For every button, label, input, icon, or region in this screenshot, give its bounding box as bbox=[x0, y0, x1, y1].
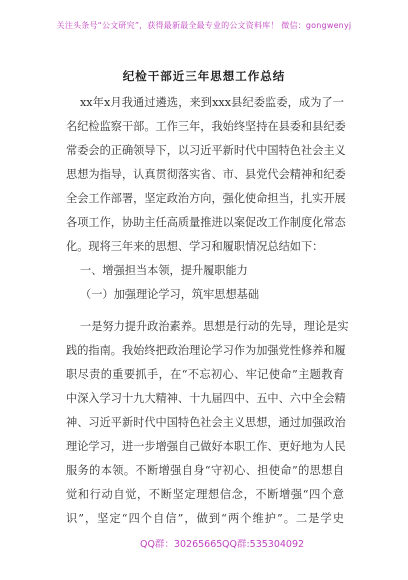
paragraph-line: 化。现将三年来的思想、学习和履职情况总结如下： bbox=[66, 240, 324, 253]
paragraph-line: 各项工作，协助主任高质量推进以案促改工作制度化常态 bbox=[66, 216, 346, 229]
footer-qq-group-2: QQ群:535304092 bbox=[222, 539, 305, 550]
paragraph-line: xx年x月我通过遴选，来到xxx县纪委监委，成为了一 bbox=[80, 96, 344, 109]
paragraph-line: 名纪检监察干部。工作三年，我始终坚持在县委和县纪委 bbox=[66, 120, 346, 133]
footer-qq-group-1: QQ群：30265665 bbox=[140, 539, 223, 550]
paragraph-line: 识”，坚定“四个自信”，做到“两个维护”。二是学史 bbox=[66, 512, 344, 525]
paragraph-line: 全会工作部署，坚定政治方向，强化使命担当，扎实开展 bbox=[66, 192, 346, 205]
paragraph-line: 服务的本领。不断增强自身“守初心、担使命”的思想自 bbox=[66, 464, 344, 477]
paragraph-line: 中深入学习十九大精神、十九届四中、五中、六中全会精 bbox=[66, 392, 346, 405]
paragraph-line: 践的指南。我始终把政治理论学习作为加强党性修养和履 bbox=[66, 344, 346, 357]
document-title: 纪检干部近三年思想工作总结 bbox=[122, 69, 286, 83]
paragraph-line: 神、习近平新时代中国特色社会主义思想，通过加强政治 bbox=[66, 416, 346, 429]
paragraph-line: 一是努力提升政治素养。思想是行动的先导，理论是实 bbox=[80, 320, 349, 333]
paragraph-line: 思想为指导，认真贯彻落实省、市、县党代会精神和纪委 bbox=[66, 168, 346, 181]
paragraph-line: 职尽责的重要抓手，在“不忘初心、牢记使命”主题教育 bbox=[66, 368, 344, 381]
paragraph-line: 常委会的正确领导下，以习近平新时代中国特色社会主义 bbox=[66, 144, 346, 157]
paragraph-line: 觉和行动自觉，不断坚定理想信念，不断增强“四个意 bbox=[66, 488, 344, 501]
section-heading: 一、增强担当本领，提升履职能力 bbox=[80, 264, 248, 277]
header-banner: 关注头条号“公文研究”，获得最新最全最专业的公文资料库！ 微信：gongwenyj bbox=[56, 21, 352, 30]
subsection-heading: （一）加强理论学习，筑牢思想基础 bbox=[80, 288, 260, 301]
paragraph-line: 理论学习，进一步增强自己做好本职工作、更好地为人民 bbox=[66, 440, 346, 453]
